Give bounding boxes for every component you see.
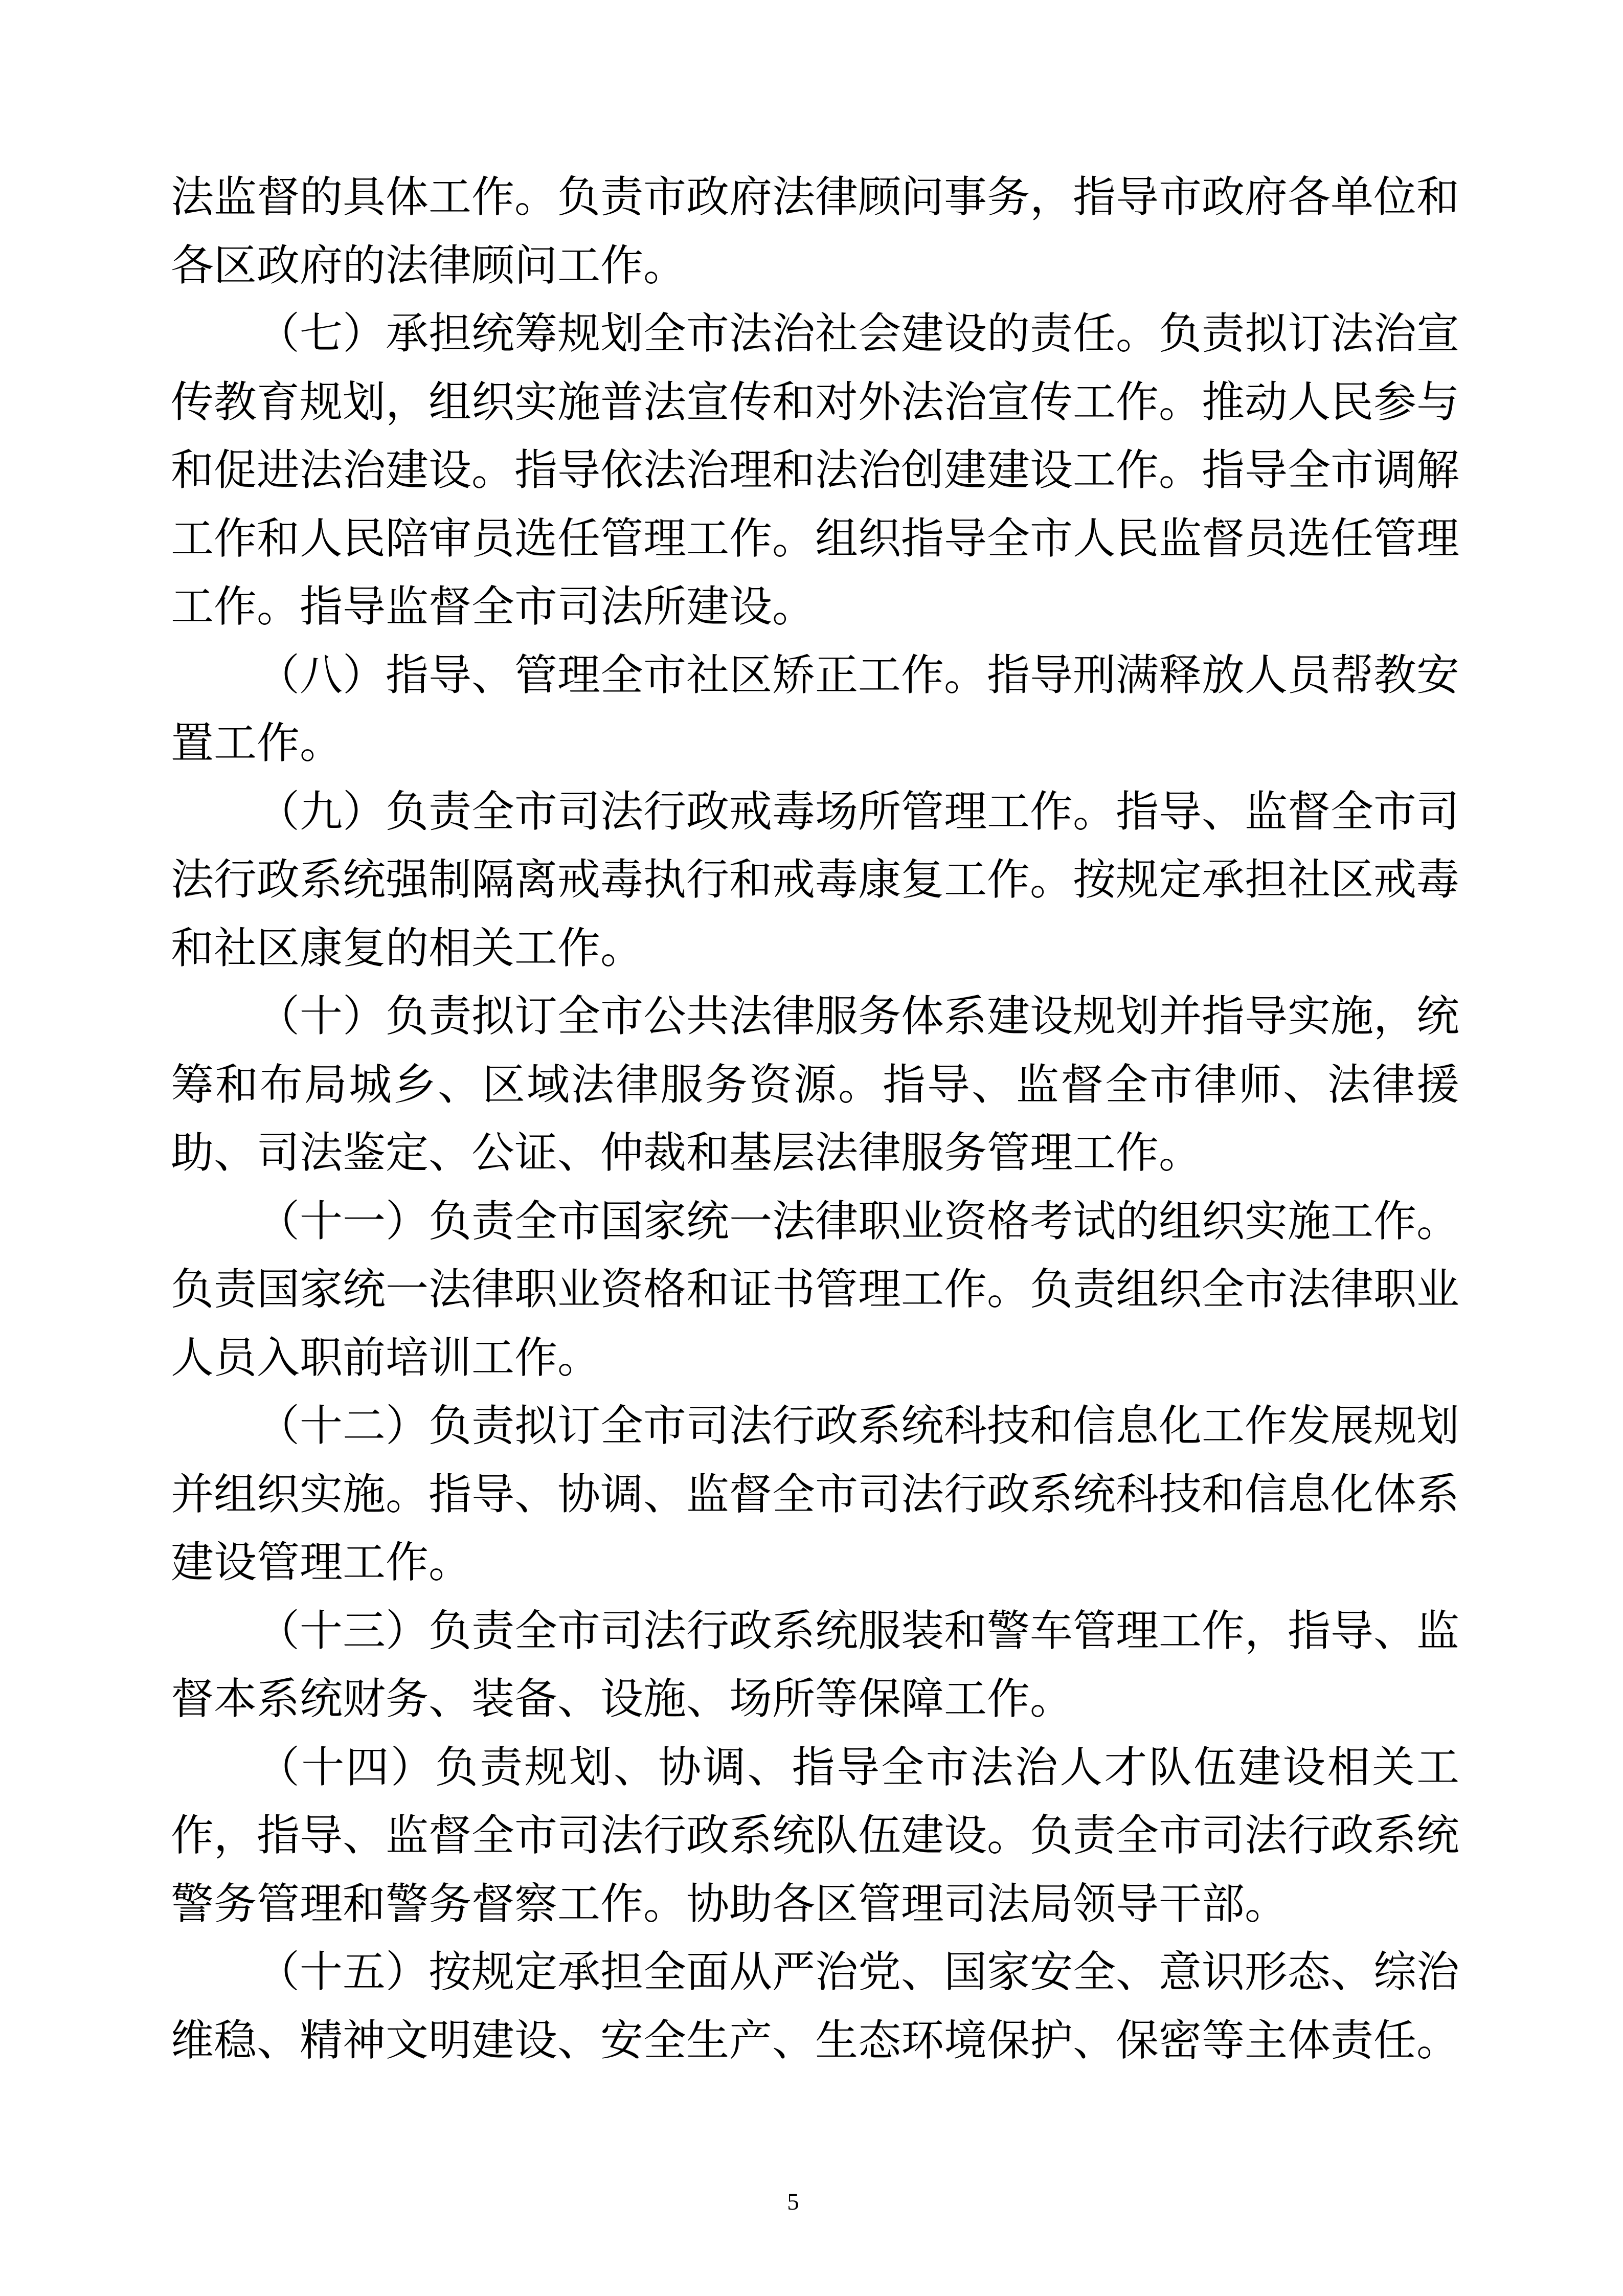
paragraph-item-14: （十四）负责规划、协调、指导全市法治人才队伍建设相关工作，指导、监督全市司法行政系统队伍建设。负责全市司法行政系统警务管理和警务督察工作。协助各区管理司法局领导干部。: [171, 1744, 1460, 1928]
paragraph-item-15: （十五）按规定承担全面从严治党、国家安全、意识形态、综治维稳、精神文明建设、安全生产、生态环境保护、保密等主体责任。: [171, 1949, 1460, 2065]
page-number: 5: [787, 2189, 799, 2215]
paragraph-item-8: （八）指导、管理全市社区矫正工作。指导刑满释放人员帮教安置工作。: [171, 651, 1460, 768]
paragraph-item-7: （七）承担统筹规划全市法治社会建设的责任。负责拟订法治宣传教育规划，组织实施普法宣传和对外法治宣传工作。推动人民参与和促进法治建设。指导依法治理和法治创建建设工作。指导全市调解工作和人民陪审员选任管理工作。组织指导全市人民监督员选任管理工作。指导监督全市司法所建设。: [171, 310, 1460, 631]
paragraph-item-12: （十二）负责拟订全市司法行政系统科技和信息化工作发展规划并组织实施。指导、协调、监督全市司法行政系统科技和信息化体系建设管理工作。: [171, 1403, 1460, 1587]
paragraph-item-11: （十一）负责全市国家统一法律职业资格考试的组织实施工作。负责国家统一法律职业资格和证书管理工作。负责组织全市法律职业人员入职前培训工作。: [171, 1198, 1460, 1382]
paragraph-item-13: （十三）负责全市司法行政系统服装和警车管理工作，指导、监督本系统财务、装备、设施、场所等保障工作。: [171, 1607, 1460, 1723]
paragraph-item-9: （九）负责全市司法行政戒毒场所管理工作。指导、监督全市司法行政系统强制隔离戒毒执行和戒毒康复工作。按规定承担社区戒毒和社区康复的相关工作。: [171, 788, 1460, 973]
paragraph-continuation: 法监督的具体工作。负责市政府法律顾问事务，指导市政府各单位和各区政府的法律顾问工作。: [171, 174, 1460, 290]
document-body: [171, 164, 1459, 2075]
paragraph-item-10: （十）负责拟订全市公共法律服务体系建设规划并指导实施，统筹和布局城乡、区域法律服务资源。指导、监督全市律师、法律援助、司法鉴定、公证、仲裁和基层法律服务管理工作。: [171, 993, 1460, 1177]
